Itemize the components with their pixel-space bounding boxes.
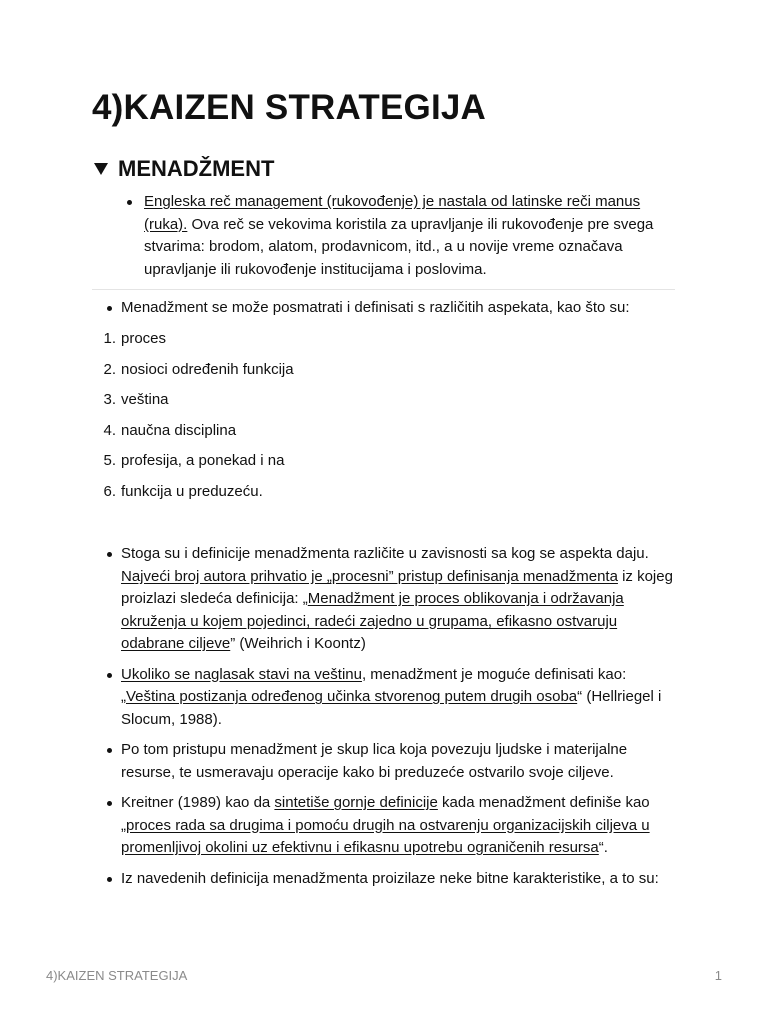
list-item: [100, 739, 680, 784]
footer-title: 4)KAIZEN STRATEGIJA: [46, 968, 188, 983]
numbered-list-item: [100, 359, 680, 382]
numbered-list-item: [100, 420, 680, 443]
underlined-text: Engleska reč management (rukovođenje) je nastala od latinske reči manus (ruka).: [144, 193, 641, 233]
numbered-list: [100, 328, 680, 503]
list-item: [100, 297, 680, 320]
list-item: [100, 792, 680, 860]
page-title: 4)KAIZEN STRATEGIJA: [92, 88, 487, 127]
list-number: 1.: [103, 330, 116, 347]
list-item: [100, 543, 680, 656]
list-item-text: proces: [121, 330, 167, 347]
list-item-text: nosioci određenih funkcija: [121, 360, 294, 378]
paragraph-text: Ova reč se vekovima koristila za upravljanje ili rukovođenje pre svega stvarima: brodom, alatom, prodavnicom, itd., a u novije vreme označava upravljanje ili rukovođenje institucijama i poslovima.: [144, 215, 654, 278]
list-item-text: funkcija u preduzeću.: [121, 482, 263, 500]
page-number: 1: [714, 968, 722, 983]
triangle-down-icon[interactable]: [94, 163, 108, 175]
list-item: [120, 191, 680, 281]
underlined-text: Veština postizanja određenog učinka stvorenog putem drugih osoba: [126, 688, 578, 705]
list-number: 5.: [103, 452, 116, 469]
list-item: [100, 664, 680, 732]
paragraph-text: Iz navedenih definicija menadžmenta proizilaze neke bitne karakteristike, a to su:: [121, 869, 659, 887]
underlined-text: sintetiše gornje definicije: [274, 794, 438, 811]
paragraph-text: ” (Weihrich i Koontz): [230, 635, 366, 652]
paragraph-text: iz kojeg proizlazi sledeća definicija: „: [121, 567, 673, 607]
list-item-text: naučna disciplina: [121, 421, 237, 439]
nested-list: [120, 191, 680, 281]
list-number: 3.: [103, 391, 116, 408]
underlined-text: proces rada sa drugima i pomoću drugih na ostvarenju organizacijskih ciljeva u promenljivoj okolini uz efektivnu i efikasnu upotrebu ograničenih resursa: [121, 816, 650, 856]
paragraph-text: kada menadžment definiše kao „: [121, 794, 650, 834]
list-item-text: veština: [121, 391, 169, 408]
bullet-list: [100, 543, 680, 890]
list-item: [100, 868, 680, 891]
divider: [92, 289, 675, 290]
numbered-list-item: [100, 450, 680, 473]
list-number: 4.: [103, 421, 116, 439]
section-toggle-menadzment[interactable]: [92, 156, 274, 182]
list-number: 6.: [103, 482, 116, 500]
aspects-block: [100, 297, 680, 320]
paragraph-text: , menadžment je moguće definisati kao: „: [121, 665, 627, 705]
paragraph-text: “ (Hellriegel i Slocum, 1988).: [121, 688, 662, 728]
underlined-text: Najveći broj autora prihvatio je „procesni” pristup definisanja menadžmenta: [121, 567, 618, 585]
section-title: MENADŽMENT: [118, 156, 275, 181]
underlined-text: Ukoliko se naglasak stavi na veštinu: [121, 665, 362, 683]
paragraph-text: Menadžment se može posmatrati i definisati s različitih aspekata, kao što su:: [121, 299, 630, 316]
list-item-text: profesija, a ponekad i na: [121, 452, 285, 469]
numbered-list-item: [100, 389, 680, 412]
numbered-list-item: [100, 481, 680, 504]
paragraph-text: Kreitner (1989) kao da: [121, 794, 275, 811]
underlined-text: Menadžment je proces oblikovanja i održavanja okruženja u kojem pojedinci, radeći zajedno u grupama, efikasno ostvaruju odabrane ciljeve: [121, 590, 624, 652]
paragraph-text: “.: [598, 839, 608, 856]
numbered-list-item: [100, 328, 680, 351]
list-number: 2.: [103, 360, 116, 378]
paragraph-text: Po tom pristupu menadžment je skup lica koja povezuju ljudske i materijalne resurse, te usmeravaju operacije kako bi preduzeće ostvarilo svoje ciljeve.: [121, 741, 628, 781]
paragraph-text: Stoga su i definicije menadžmenta različite u zavisnosti sa kog se aspekta daju.: [121, 545, 649, 562]
